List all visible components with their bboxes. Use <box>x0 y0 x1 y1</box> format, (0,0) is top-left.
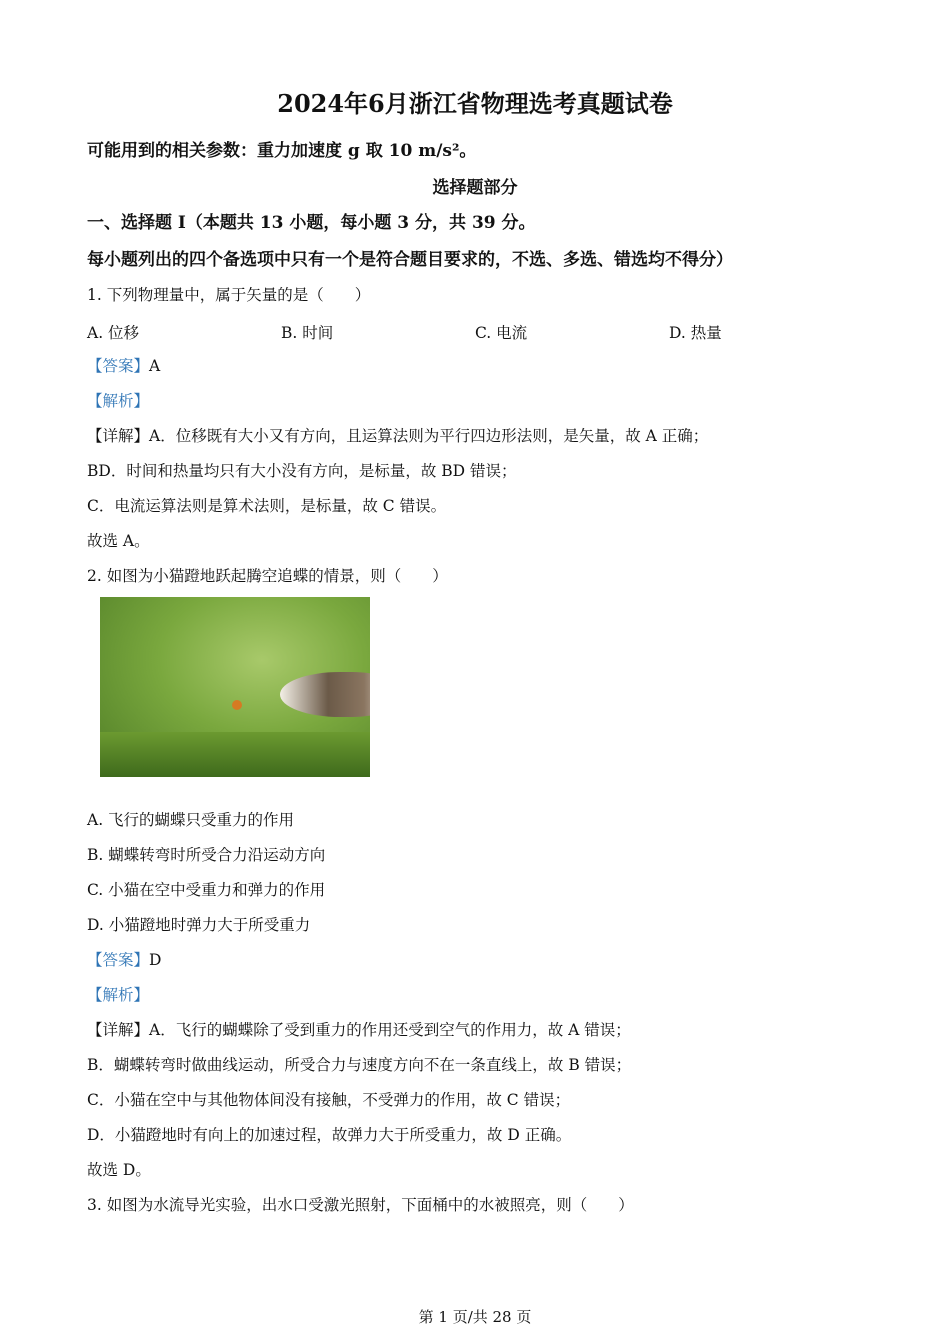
q2-explain-line: D．小猫蹬地时有向上的加速过程，故弹力大于所受重力，故 D 正确。 <box>87 1126 572 1144</box>
q1-answer <box>87 356 160 376</box>
params-line: 可能用到的相关参数：重力加速度 g 取 10 m/s²。 <box>87 141 477 161</box>
q2-stem: 2. 如图为小猫蹬地跃起腾空追蝶的情景，则（ ） <box>87 567 448 585</box>
q2-explain-line: C．小猫在空中与其他物体间没有接触，不受弹力的作用，故 C 错误； <box>87 1091 571 1109</box>
section-heading: 一、选择题 I（本题共 13 小题，每小题 3 分，共 39 分。 <box>87 213 536 233</box>
q2-answer <box>87 950 161 970</box>
cat-figure <box>280 672 370 717</box>
q2-option-b: B. 蝴蝶转弯时所受合力沿运动方向 <box>87 846 326 864</box>
part-heading: 选择题部分 <box>432 178 518 198</box>
q1-option-a: A. 位移 <box>87 324 140 342</box>
page-title: 2024年6月浙江省物理选考真题试卷 <box>277 89 673 118</box>
q2-option-a: A. 飞行的蝴蝶只受重力的作用 <box>87 811 295 829</box>
q1-option-c: C. 电流 <box>475 324 528 342</box>
q1-stem: 1. 下列物理量中，属于矢量的是（ ） <box>87 286 371 304</box>
q2-analysis-tag: 【解析】 <box>87 986 150 1004</box>
grass <box>100 732 370 777</box>
q2-explain-line: 【详解】A．飞行的蝴蝶除了受到重力的作用还受到空气的作用力，故 A 错误； <box>87 1021 631 1039</box>
q3-stem: 3. 如图为水流导光实验，出水口受激光照射，下面桶中的水被照亮，则（ ） <box>87 1196 634 1214</box>
q1-explain-line: BD．时间和热量均只有大小没有方向，是标量，故 BD 错误； <box>87 462 517 480</box>
answer-tag: 【答案】 <box>87 951 150 969</box>
q1-analysis-tag: 【解析】 <box>87 392 150 410</box>
instruction: 每小题列出的四个备选项中只有一个是符合题目要求的，不选、多选、错选均不得分） <box>87 250 733 270</box>
page-footer: 第 1 页/共 28 页 <box>418 1308 532 1326</box>
cat-butterfly-photo <box>100 597 370 777</box>
answer-value: A <box>149 357 161 375</box>
q1-option-b: B. 时间 <box>281 324 334 342</box>
q2-explain-line: 故选 D。 <box>87 1161 151 1179</box>
q1-explain-line: 【详解】A．位移既有大小又有方向，且运算法则为平行四边形法则，是矢量，故 A 正确； <box>87 427 709 445</box>
butterfly-figure <box>232 700 242 710</box>
q2-option-c: C. 小猫在空中受重力和弹力的作用 <box>87 881 326 899</box>
answer-value: D <box>149 951 162 969</box>
q2-option-d: D. 小猫蹬地时弹力大于所受重力 <box>87 916 311 934</box>
q1-explain-line: 故选 A。 <box>87 532 150 550</box>
q1-option-d: D. 热量 <box>669 324 722 342</box>
q2-explain-line: B．蝴蝶转弯时做曲线运动，所受合力与速度方向不在一条直线上，故 B 错误； <box>87 1056 632 1074</box>
q1-explain-line: C．电流运算法则是算术法则，是标量，故 C 错误。 <box>87 497 447 515</box>
answer-tag: 【答案】 <box>87 357 150 375</box>
